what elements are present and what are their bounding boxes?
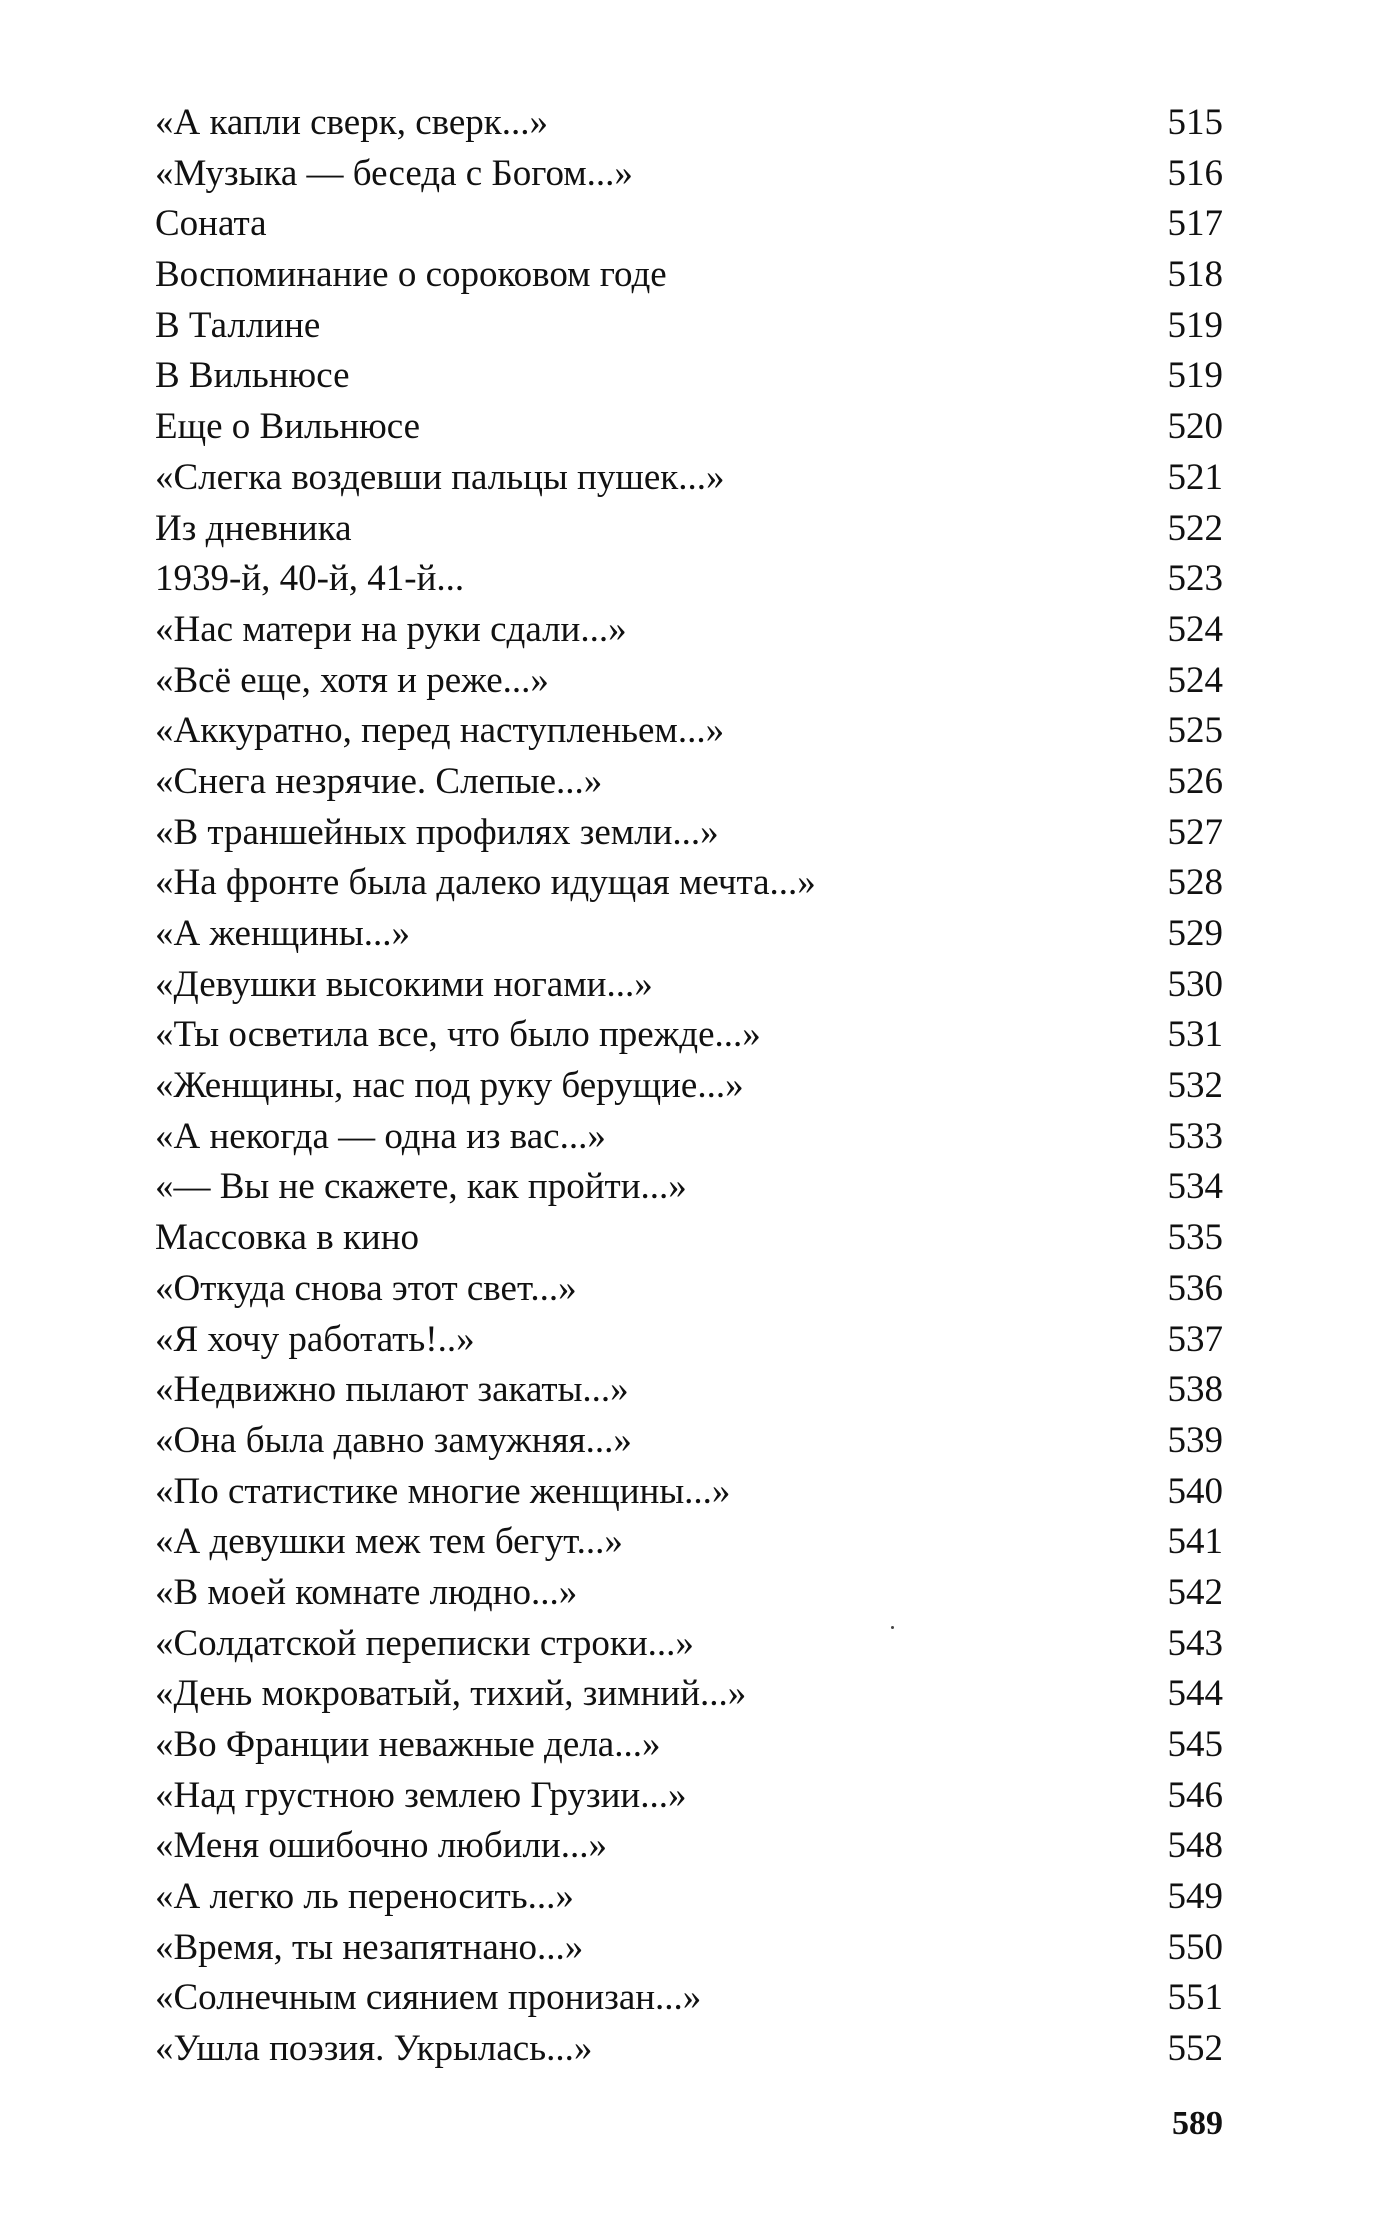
toc-entry-page: 541 (1167, 1521, 1223, 1563)
toc-entry (155, 402, 1223, 453)
toc-entry (155, 605, 1223, 656)
toc-entry-page: 521 (1167, 456, 1223, 498)
toc-entry-page: 549 (1167, 1876, 1223, 1918)
toc-entry (155, 250, 1223, 301)
toc-entry-title: «А легко ль переносить...» (155, 1876, 574, 1918)
toc-entry (155, 1771, 1223, 1822)
toc-entry-title: «Снега незрячие. Слепые...» (155, 760, 603, 802)
toc-entry-title: «Откуда снова этот свет...» (155, 1267, 577, 1309)
toc-entry (155, 1467, 1223, 1518)
toc-entry-page: 531 (1167, 1014, 1223, 1056)
toc-entry-title: Соната (155, 203, 267, 245)
toc-entry (155, 808, 1223, 859)
toc-entry (155, 453, 1223, 504)
toc-entry (155, 909, 1223, 960)
toc-entry-title: «На фронте была далеко идущая мечта...» (155, 862, 816, 904)
toc-entry-page: 515 (1167, 102, 1223, 143)
toc-entry-title: «Девушки высокими ногами...» (155, 963, 653, 1005)
toc-entry (155, 1416, 1223, 1467)
toc-entry-title: «Солнечным сиянием пронизан...» (155, 1977, 702, 2019)
toc-entry-title: «Я хочу работать!..» (155, 1318, 475, 1360)
toc-entry-title: «День мокроватый, тихий, зимний...» (155, 1673, 747, 1715)
toc-entry-title: «Солдатской переписки строки...» (155, 1622, 694, 1664)
toc-entry-page: 519 (1167, 304, 1223, 346)
toc-entry (155, 656, 1223, 707)
toc-entry-title: «Над грустною землею Грузии...» (155, 1774, 687, 1816)
toc-entry-page: 550 (1167, 1926, 1223, 1968)
toc-entry-page: 525 (1167, 710, 1223, 752)
toc-entry (155, 1872, 1223, 1923)
toc-entry (155, 960, 1223, 1011)
toc-entry-page: 551 (1167, 1977, 1223, 2019)
toc-entry-page: 522 (1167, 507, 1223, 549)
toc-entry-page: 526 (1167, 760, 1223, 802)
toc-entry-page: 523 (1167, 558, 1223, 600)
toc-entry-page: 545 (1167, 1724, 1223, 1765)
toc-entry-page: 542 (1167, 1571, 1223, 1613)
toc-entry-title: В Таллине (155, 304, 321, 346)
toc-entry (155, 1923, 1223, 1974)
toc-entry-page: 516 (1167, 152, 1223, 194)
toc-entry-page: 552 (1167, 2028, 1223, 2070)
toc-entry-page: 543 (1167, 1622, 1223, 1664)
toc-entry (155, 301, 1223, 352)
toc-entry-title: «А некогда — одна из вас...» (155, 1115, 606, 1157)
toc-entry-page: 548 (1167, 1825, 1223, 1867)
toc-entry-title: Еще о Вильнюсе (155, 406, 421, 448)
toc-entry (155, 2024, 1223, 2075)
table-of-contents (155, 98, 1223, 2075)
toc-entry-page: 519 (1167, 355, 1223, 397)
toc-entry-title: «Во Франции неважные дела...» (155, 1724, 661, 1765)
toc-entry (155, 199, 1223, 250)
toc-entry-title: «В моей комнате людно...» (155, 1571, 578, 1613)
toc-entry-title: «Женщины, нас под руку берущие...» (155, 1065, 744, 1107)
toc-entry-title: «Недвижно пылают закаты...» (155, 1369, 629, 1411)
toc-entry (155, 351, 1223, 402)
toc-entry-title: В Вильнюсе (155, 355, 350, 397)
toc-entry-title: «Всё еще, хотя и реже...» (155, 659, 549, 701)
toc-entry (155, 1669, 1223, 1720)
toc-entry-title: «Меня ошибочно любили...» (155, 1825, 607, 1867)
toc-entry-page: 534 (1167, 1166, 1223, 1208)
toc-entry-page: 528 (1167, 862, 1223, 904)
toc-entry-page: 539 (1167, 1419, 1223, 1461)
toc-entry-page: 536 (1167, 1267, 1223, 1309)
toc-entry-title: «В траншейных профилях земли...» (155, 811, 719, 853)
toc-entry (155, 1821, 1223, 1872)
page-number: 589 (1172, 2105, 1223, 2142)
toc-entry-title: «По статистике многие женщины...» (155, 1470, 731, 1512)
toc-entry (155, 1568, 1223, 1619)
toc-entry (155, 706, 1223, 757)
toc-entry (155, 1264, 1223, 1315)
toc-entry (155, 1720, 1223, 1771)
toc-entry-page: 517 (1167, 203, 1223, 245)
toc-entry-title: «Ушла поэзия. Укрылась...» (155, 2028, 593, 2070)
toc-entry (155, 1061, 1223, 1112)
toc-entry (155, 1517, 1223, 1568)
toc-entry (155, 1213, 1223, 1264)
toc-entry (155, 1973, 1223, 2024)
toc-entry-page: 537 (1167, 1318, 1223, 1360)
toc-entry-page: 544 (1167, 1673, 1223, 1715)
toc-entry-page: 535 (1167, 1217, 1223, 1259)
toc-entry (155, 858, 1223, 909)
toc-entry-title: «Музыка — беседа с Богом...» (155, 152, 633, 194)
toc-entry-title: «Ты осветила все, что было прежде...» (155, 1014, 761, 1056)
toc-entry (155, 98, 1223, 149)
toc-entry-page: 527 (1167, 811, 1223, 853)
toc-entry-page: 546 (1167, 1774, 1223, 1816)
toc-entry-title: «А девушки меж тем бегут...» (155, 1521, 623, 1563)
toc-entry-page: 540 (1167, 1470, 1223, 1512)
toc-entry-title: Воспоминание о сороковом годе (155, 254, 667, 296)
toc-entry (155, 1619, 1223, 1670)
toc-entry-page: 524 (1167, 608, 1223, 650)
toc-entry (155, 1010, 1223, 1061)
toc-entry-page: 518 (1167, 254, 1223, 296)
toc-entry-page: 530 (1167, 963, 1223, 1005)
toc-entry-page: 520 (1167, 406, 1223, 448)
toc-entry (155, 757, 1223, 808)
toc-entry-title: «Слегка воздевши пальцы пушек...» (155, 456, 725, 498)
toc-entry-title: «Она была давно замужняя...» (155, 1419, 632, 1461)
toc-entry (155, 1162, 1223, 1213)
toc-entry-page: 533 (1167, 1115, 1223, 1157)
toc-entry-title: «А женщины...» (155, 913, 410, 954)
toc-entry-page: 529 (1167, 913, 1223, 954)
toc-entry-title: «— Вы не скажете, как пройти...» (155, 1166, 687, 1208)
toc-entry-title: «Нас матери на руки сдали...» (155, 608, 627, 650)
toc-entry (155, 1112, 1223, 1163)
toc-entry (155, 1365, 1223, 1416)
toc-entry-title: «Время, ты незапятнано...» (155, 1926, 584, 1968)
toc-entry-title: 1939-й, 40-й, 41-й... (155, 558, 465, 600)
toc-entry-title: Массовка в кино (155, 1217, 420, 1259)
toc-entry-title: Из дневника (155, 507, 352, 549)
toc-entry-title: «А капли сверк, сверк...» (155, 102, 549, 143)
toc-entry-page: 538 (1167, 1369, 1223, 1411)
toc-entry (155, 554, 1223, 605)
toc-entry-page: 524 (1167, 659, 1223, 701)
toc-entry-title: «Аккуратно, перед наступленьем...» (155, 710, 725, 752)
toc-entry-page: 532 (1167, 1065, 1223, 1107)
toc-entry (155, 149, 1223, 200)
toc-entry (155, 1315, 1223, 1366)
print-speck (891, 1626, 894, 1629)
toc-entry (155, 504, 1223, 555)
